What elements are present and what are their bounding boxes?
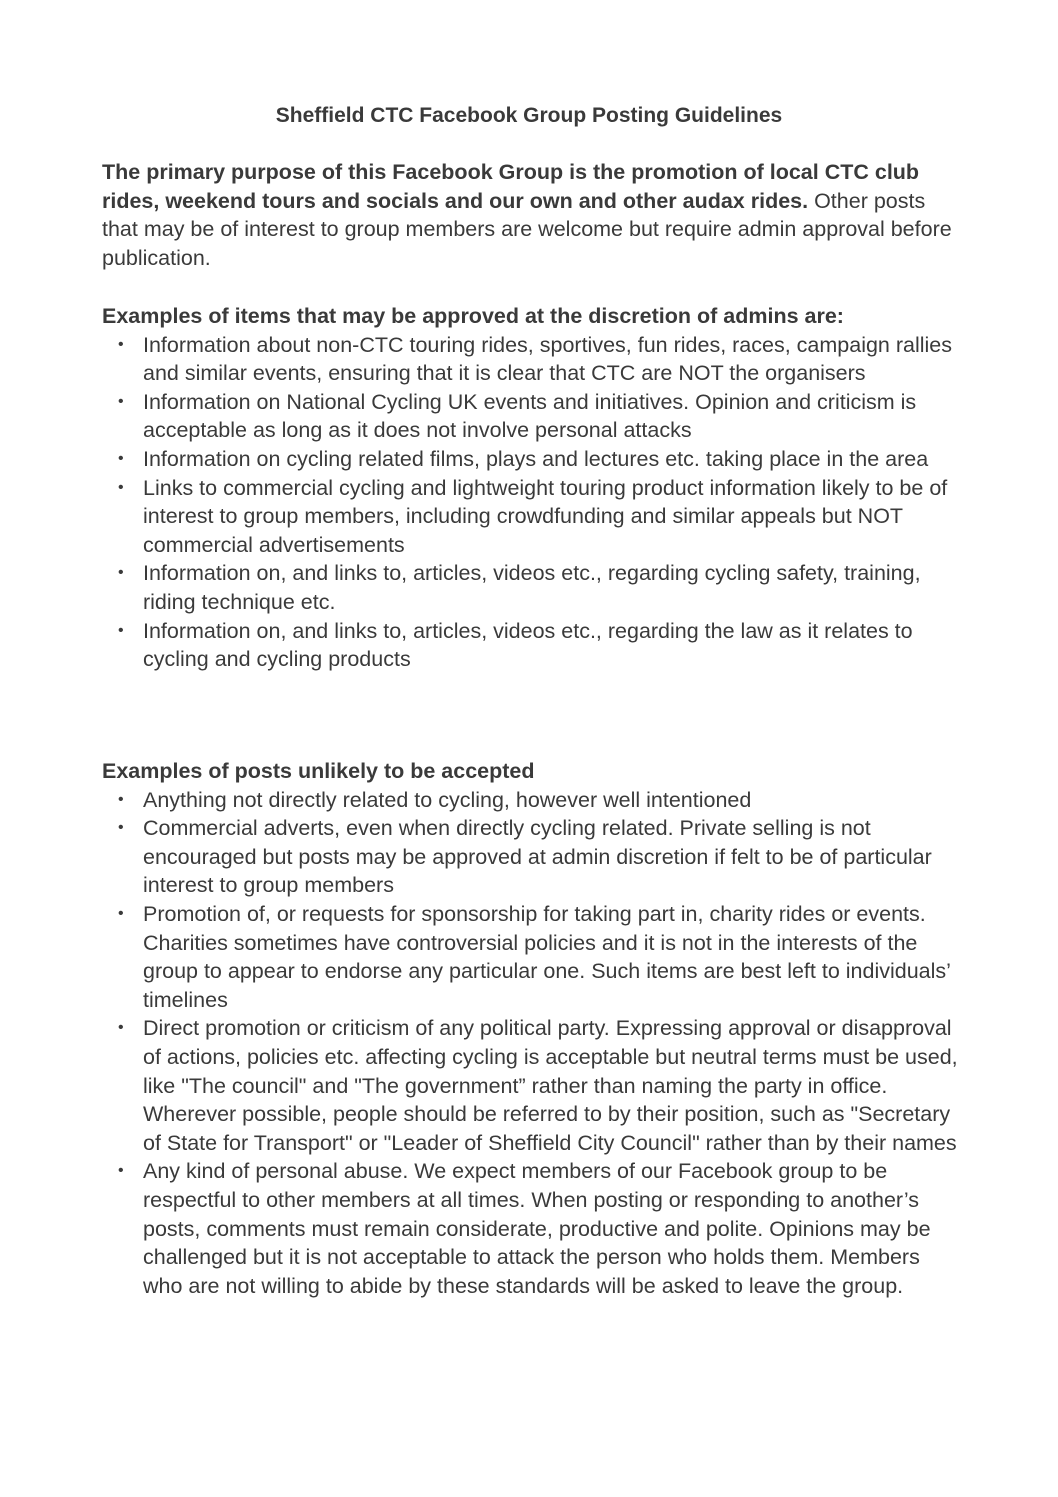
approved-heading: Examples of items that may be approved at the discretion of admins are: xyxy=(102,304,844,328)
list-item-text: Information on, and links to, articles, videos etc., regarding cycling safety, training, riding technique etc. xyxy=(143,561,921,614)
intro-text: Other posts that may be of interest to group members are welcome but require admin approval before publication. xyxy=(102,188,952,270)
bullet-icon: • xyxy=(118,335,124,353)
list-item xyxy=(102,1014,962,1157)
list-item-text: Information on cycling related films, plays and lectures etc. taking place in the area xyxy=(143,446,929,471)
list-item xyxy=(102,900,962,1014)
list-item-text: Information on, and links to, articles, videos etc., regarding the law as it relates to cycling and cycling products xyxy=(143,618,913,672)
bullet-icon: • xyxy=(118,449,124,467)
bullet-icon: • xyxy=(118,478,124,496)
list-item-text: Information on National Cycling UK events and initiatives. Opinion and criticism is acceptable as long as it does not involve personal attacks xyxy=(143,389,917,443)
list-item xyxy=(102,474,962,560)
list-item xyxy=(102,331,962,388)
bullet-icon: • xyxy=(118,564,124,582)
approved-list xyxy=(102,331,962,674)
list-item-text: Links to commercial cycling and lightweight touring product information likely to be of interest to group members, including crowdfunding and similar appeals but NOT commercial advertisements xyxy=(143,475,948,557)
list-item xyxy=(102,1157,962,1300)
rejected-heading: Examples of posts unlikely to be accepted xyxy=(102,759,535,783)
document-title: Sheffield CTC Facebook Group Posting Guidelines xyxy=(275,104,783,127)
bullet-icon: • xyxy=(118,621,124,639)
list-item xyxy=(102,617,962,674)
list-item xyxy=(102,388,962,445)
list-item xyxy=(102,786,962,815)
bullet-icon: • xyxy=(118,790,124,808)
bullet-icon: • xyxy=(118,1162,124,1180)
list-item-text: Promotion of, or requests for sponsorship for taking part in, charity rides or events. Charities sometimes have controversial policies and it is not in the interests of the group to appear to endorse any particular one. Such items are best left to individuals’ timelines xyxy=(143,901,951,1012)
rejected-section xyxy=(102,757,962,1300)
rejected-list xyxy=(102,786,962,1301)
intro-bold-text: The primary purpose of this Facebook Group is the promotion of local CTC club rides, weekend tours and socials and our own and other audax rides. xyxy=(102,160,920,213)
bullet-icon: • xyxy=(118,819,124,837)
list-item-text: Anything not directly related to cycling, however well intentioned xyxy=(143,787,752,812)
bullet-icon: • xyxy=(118,1019,124,1037)
list-item xyxy=(102,445,962,474)
list-item-text: Information about non-CTC touring rides, sportives, fun rides, races, campaign rallies and similar events, ensuring that it is clear that CTC are NOT the organisers xyxy=(143,332,953,386)
list-item xyxy=(102,559,962,616)
list-item-text: Any kind of personal abuse. We expect members of our Facebook group to be respectful to other members at all times. When posting or responding to another’s posts, comments must remain considerate, productive and polite. Opinions may be challenged but it is not acceptable to attack the person who holds them. Members who are not willing to abide by these standards will be asked to leave the group. xyxy=(143,1159,931,1298)
list-item-text: Direct promotion or criticism of any political party. Expressing approval or disapproval of actions, policies etc. affecting cycling is acceptable but neutral terms must be used, like "The council" and "The government” rather than naming the party in office. Wherever possible, people should be referred to by their position, such as "Secretary of State for Transport" or "Leader of Sheffield City Council" rather than by their names xyxy=(143,1016,958,1155)
bullet-icon: • xyxy=(118,392,124,410)
approved-section xyxy=(102,302,962,674)
bullet-icon: • xyxy=(118,904,124,922)
list-item xyxy=(102,814,962,900)
list-item-text: Commercial adverts, even when directly cycling related. Private selling is not encouraged but posts may be approved at admin discretion if felt to be of particular interest to group members xyxy=(143,816,932,898)
intro-paragraph xyxy=(102,158,962,272)
